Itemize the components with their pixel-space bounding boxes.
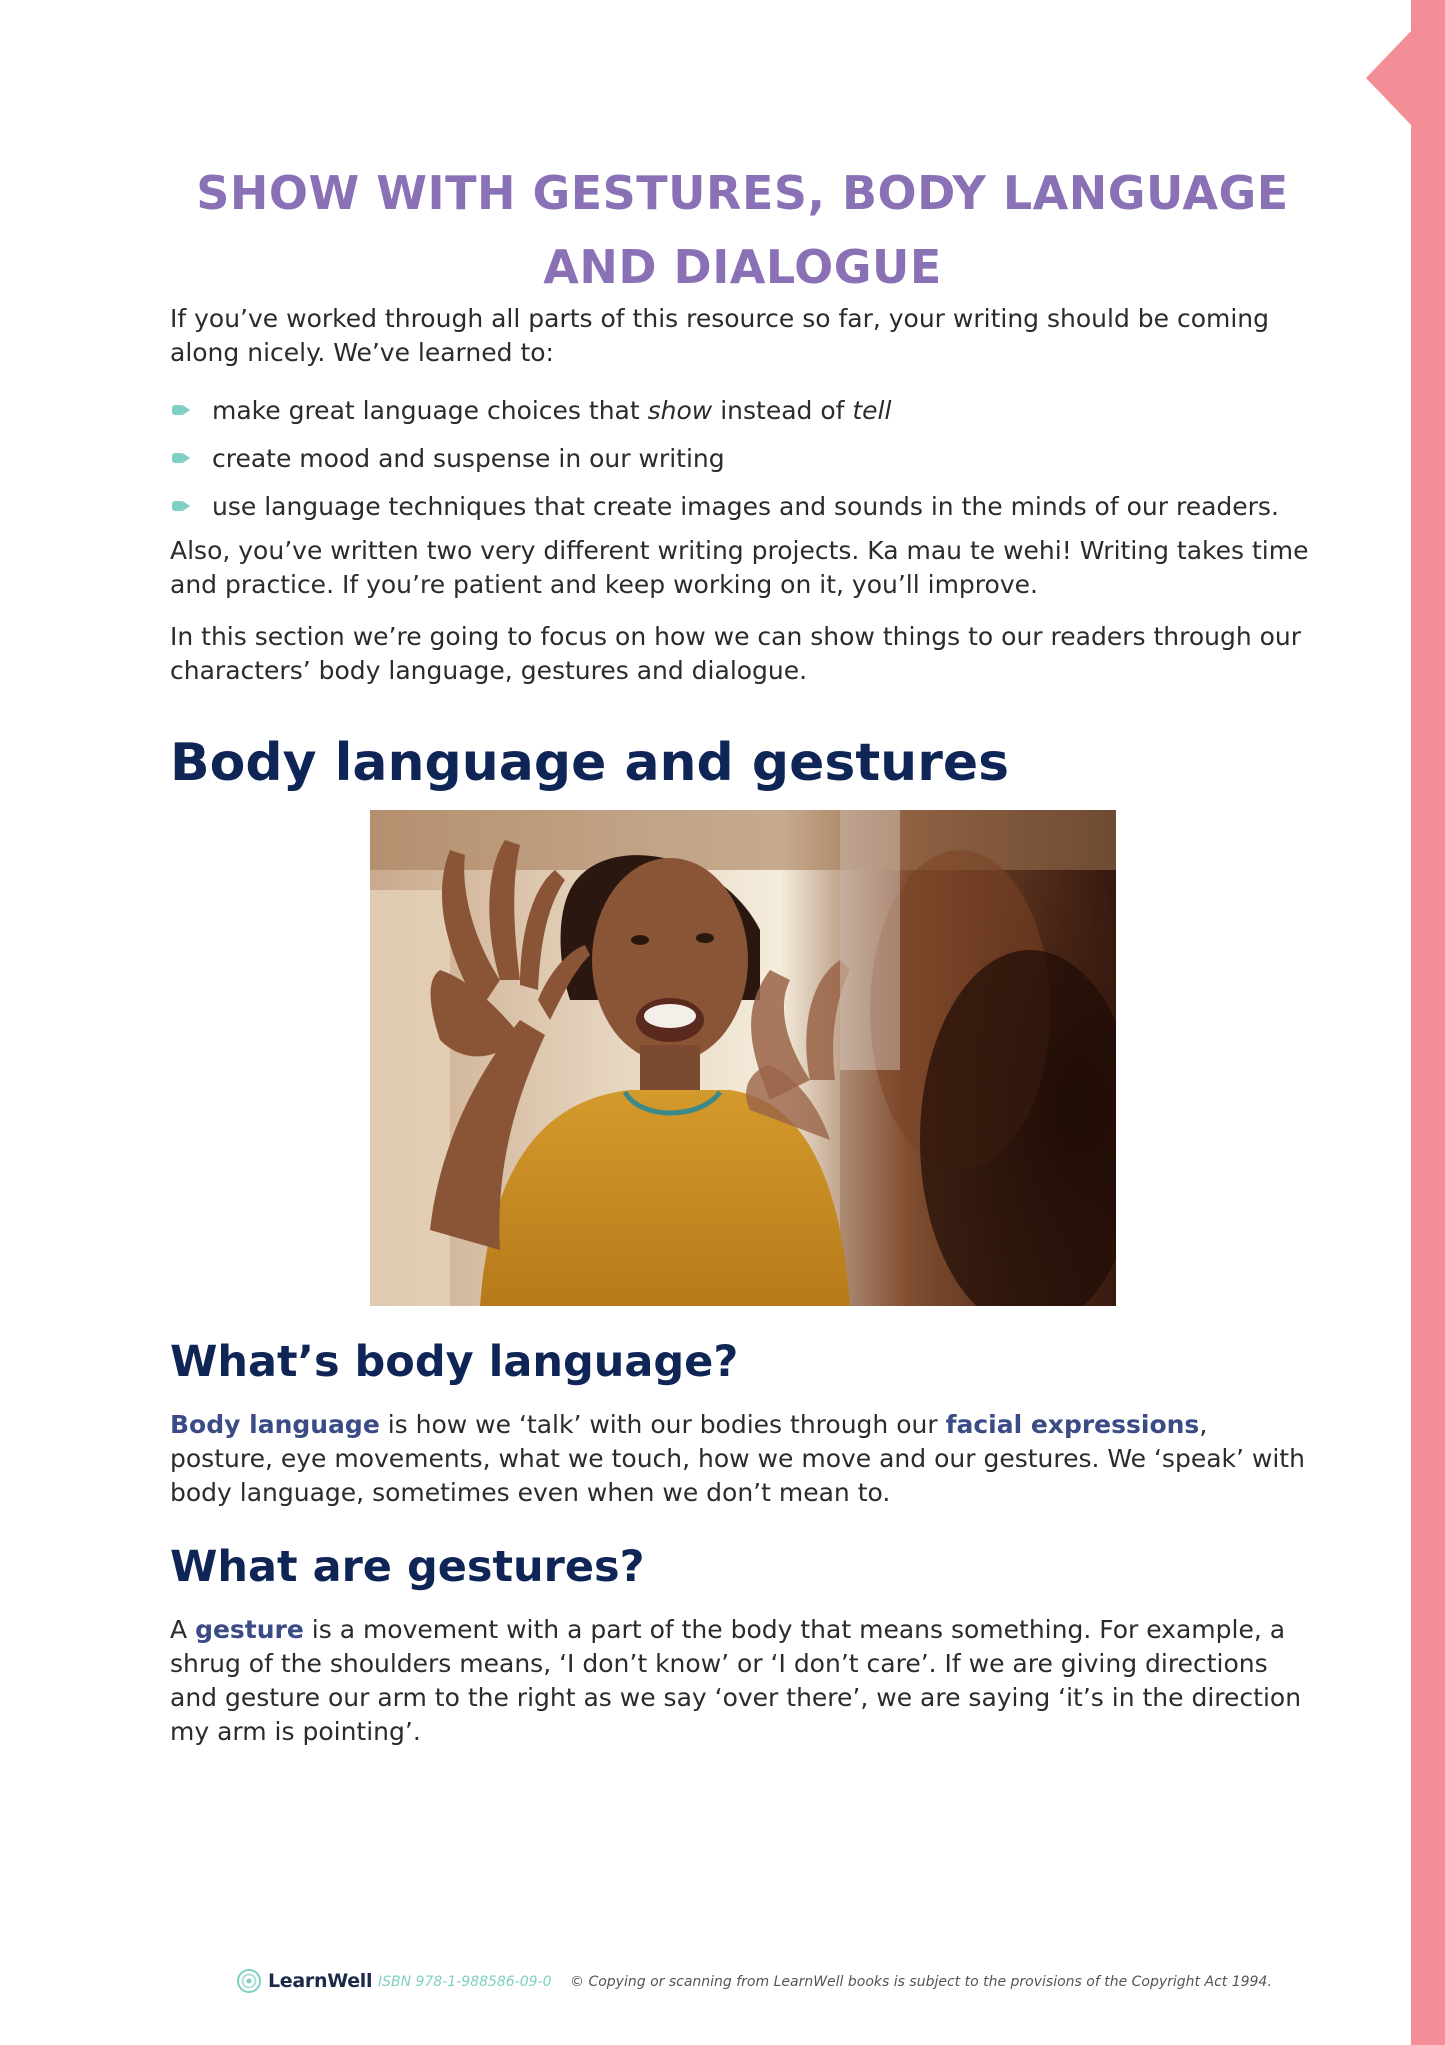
definition-text-part: is how we ‘talk’ with our bodies through our (379, 1410, 946, 1439)
photo-illustration (370, 810, 1116, 1306)
definition-text-part: A (170, 1615, 196, 1644)
learnwell-logo-icon (236, 1968, 262, 1994)
learned-list (170, 394, 1315, 538)
heading-whats-body-language: What’s body language? (170, 1337, 739, 1387)
gesture-definition (170, 1613, 1315, 1749)
list-item (170, 442, 1315, 490)
list-item-text: use language techniques that create images and sounds in the minds of our readers. (212, 492, 1279, 521)
list-item (170, 490, 1315, 538)
arrow-bullet-icon (172, 405, 184, 415)
term-facial-expressions: facial expressions (945, 1410, 1200, 1439)
arrow-bullet-icon (172, 501, 184, 511)
body-language-definition (170, 1408, 1315, 1510)
page-title (170, 156, 1315, 304)
definition-text-part: , posture, eye movements, what we touch, how we move and our gestures. We ‘speak’ with body language, sometimes even when we don’t mean to. (170, 1410, 1305, 1507)
page-title-line-1: SHOW WITH GESTURES, BODY LANGUAGE (196, 166, 1289, 220)
arrow-bullet-icon (172, 453, 184, 463)
gesturing-woman-photo (370, 810, 1116, 1306)
term-gesture: gesture (195, 1615, 304, 1644)
list-item-text-part: instead of (712, 396, 853, 425)
page-tab-marker (1366, 30, 1412, 126)
list-item-emphasis-tell: tell (852, 396, 892, 425)
intro-paragraph: If you’ve worked through all parts of this resource so far, your writing should be coming along nicely. We’ve learned to: (170, 304, 1270, 367)
footer-brand: LearnWell (268, 1970, 373, 1992)
section-heading-body-language: Body language and gestures (170, 733, 1010, 793)
definition-text-part: is a movement with a part of the body that means something. For example, a shrug of the shoulders means, ‘I don’t know’ or ‘I don’t care’. If we are giving directions and gesture our arm to the right as we say ‘over there’, we are saying ‘it’s in the direction my arm is pointing’. (170, 1615, 1302, 1746)
heading-what-are-gestures: What are gestures? (170, 1542, 645, 1592)
page-footer (236, 1966, 1272, 1996)
page-edge-strip (1411, 0, 1445, 2045)
section-focus-paragraph: In this section we’re going to focus on how we can show things to our readers through our characters’ body language, gestures and dialogue. (170, 622, 1302, 685)
page-title-line-2: AND DIALOGUE (543, 240, 942, 294)
footer-copyright: © Copying or scanning from LearnWell books is subject to the provisions of the Copyright Act 1994. (570, 1974, 1272, 1990)
list-item-text: create mood and suspense in our writing (212, 444, 725, 473)
term-body-language: Body language (170, 1410, 380, 1439)
list-item (170, 394, 1315, 442)
list-item-emphasis-show: show (647, 396, 713, 425)
writing-projects-paragraph: Also, you’ve written two very different writing projects. Ka mau te wehi! Writing takes time and practice. If you’re patient and keep working on it, you’ll improve. (170, 536, 1309, 599)
list-item-text-part: make great language choices that (212, 396, 648, 425)
footer-isbn: ISBN 978-1-988586-09-0 (378, 1974, 552, 1990)
